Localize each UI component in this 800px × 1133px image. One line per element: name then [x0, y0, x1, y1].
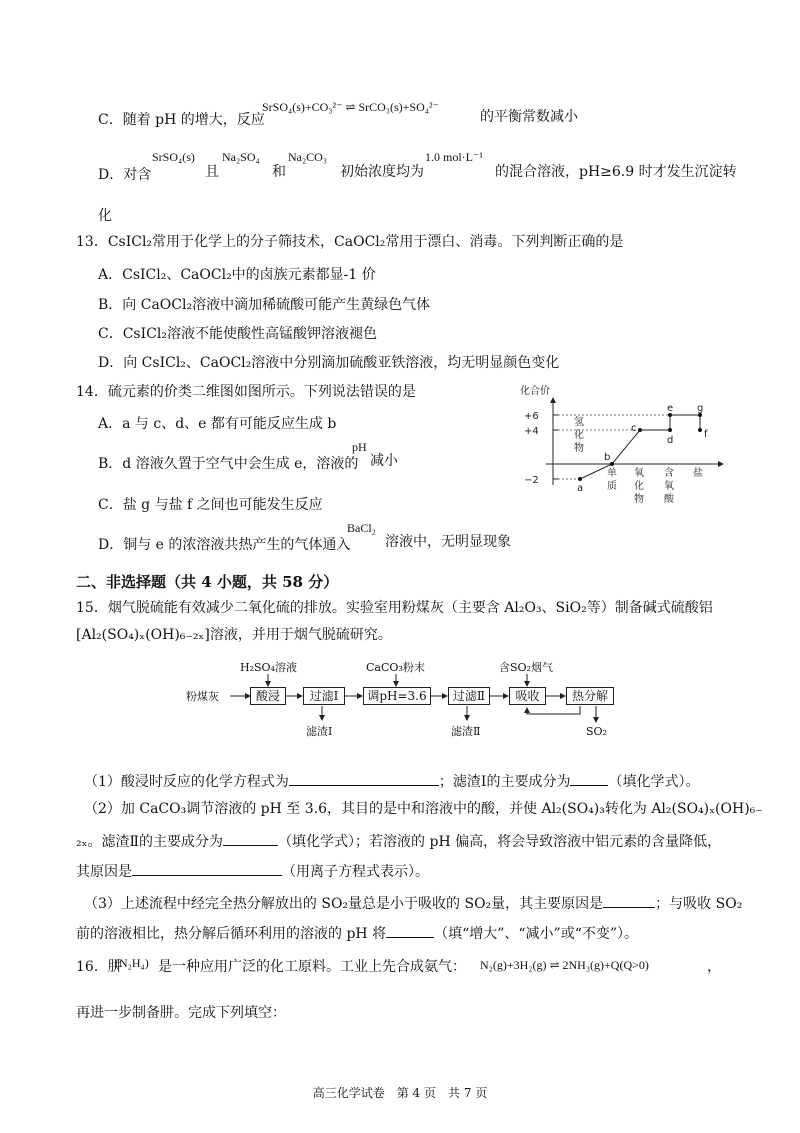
flow-step-filter-2: 过滤Ⅱ: [448, 687, 490, 705]
flow-step-adjust-ph: 调pH=3.6: [363, 687, 431, 705]
label-f: f: [704, 429, 708, 440]
q15-part3-line1: （3）上述流程中经完全热分解放出的 SO₂量总是小于吸收的 SO₂量，其主要原因是 ；与吸收 SO₂: [84, 893, 742, 913]
q15-flowchart: [0, 650, 800, 745]
ytick-plus4: +4: [524, 426, 539, 437]
q16-equation: N₂(g)+3H₂(g) ⇌ 2NH₃(g)+Q(Q>0): [480, 958, 649, 972]
valence-class-chart: [520, 385, 730, 510]
q15-part1: （1）酸浸时反应的化学方程式为 ；滤渣Ⅰ的主要成分为 （填化学式）。: [84, 771, 699, 791]
flow-input-h2so4: H₂SO₄溶液: [240, 661, 297, 674]
q14-option-c: C．盐 g 与盐 f 之间也可能发生反应: [98, 497, 323, 513]
svg-text:氧: 氧: [664, 481, 674, 492]
q12-d-and1: 且: [205, 164, 219, 180]
xcat-hydride: 氢: [574, 417, 584, 428]
q12-c-tail: 的平衡常数减小: [480, 109, 578, 125]
flow-output-so2: SO₂: [586, 725, 607, 738]
xcat-salt: 盐: [693, 468, 703, 479]
q14-option-a: A．a 与 c、d、e 都有可能反应生成 b: [98, 416, 337, 432]
point-d: [668, 428, 672, 432]
flow-start: 粉煤灰: [186, 690, 219, 703]
q12-d-tail: 的混合溶液，pH≥6.9 时才发生沉淀转: [495, 164, 737, 180]
flow-output-residue-2: 滤渣Ⅱ: [451, 725, 481, 738]
flow-output-residue-1: 滤渣Ⅰ: [306, 725, 333, 738]
q14-b-post: 减小: [370, 453, 398, 469]
answer-blank[interactable]: [132, 861, 282, 876]
q15-stem-2: [Al₂(SO₄)ₓ(OH)₆₋₂ₓ]溶液，并用于烟气脱硫研究。: [76, 627, 392, 643]
flow-step-filter-1: 过滤Ⅰ: [303, 687, 345, 705]
q12-d-srso4: SrSO₄(s): [152, 150, 195, 164]
point-b: [610, 462, 614, 466]
q12-d-na2so4: Na₂SO₄: [222, 150, 260, 164]
answer-blank[interactable]: [386, 923, 434, 938]
q12-d-mid: 初始浓度均为: [340, 164, 424, 180]
q14-option-d: D．铜与 e 的浓溶液共热产生的气体通入: [98, 537, 351, 553]
label-b: b: [604, 452, 611, 463]
q13-option-b: B．向 CaOCl₂溶液中滴加稀硫酸可能产生黄绿色气体: [98, 297, 431, 313]
q14-b-ph: pH: [352, 440, 367, 454]
q12-option-d: D．对含: [98, 167, 152, 183]
svg-text:酸: 酸: [664, 494, 674, 505]
ytick-plus6: +6: [524, 411, 539, 422]
xcat-acid: 含: [664, 468, 674, 479]
flow-input-so2-gas: 含SO₂烟气: [499, 661, 553, 674]
svg-text:化: 化: [574, 430, 584, 441]
q12-c-equation: SrSO₄(s)+CO₃²⁻ ⇌ SrCO₃(s)+SO₄²⁻: [262, 100, 439, 114]
q15-part2-line1: （2）加 CaCO₃调节溶液的 pH 至 3.6，其目的是中和溶液中的酸，并使 Al₂(SO₄)₃转化为 Al₂(SO₄)ₓ(OH)₆₋: [84, 801, 763, 817]
q13-stem: 13．CsICl₂常用于化学上的分子筛技术，CaOCl₂常用于漂白、消毒。下列判断正确的是: [76, 234, 624, 250]
q14-stem: 14．硫元素的价类二维图如图所示。下列说法错误的是: [76, 384, 416, 400]
svg-text:物: 物: [634, 494, 644, 505]
page-footer: 高三化学试卷 第 4 页 共 7 页: [312, 1086, 488, 1100]
label-d: d: [667, 435, 674, 446]
svg-text:化: 化: [634, 481, 644, 492]
point-f: [698, 428, 702, 432]
x-axis-arrow-icon: [718, 461, 724, 467]
q16-tail: ，: [707, 959, 721, 975]
q13-option-d: D．向 CsICl₂、CaOCl₂溶液中分别滴加硫酸亚铁溶液，均无明显颜色变化: [98, 355, 560, 371]
label-g: g: [697, 403, 704, 414]
q16-pre: 16．肼: [76, 959, 122, 975]
q14-option-b: B．d 溶液久置于空气中会生成 e，溶液的: [98, 456, 359, 472]
q12-d-and2: 和: [272, 164, 286, 180]
q12-option-c: C．随着 pH 的增大，反应: [98, 112, 265, 128]
q12-d-conc: 1.0 mol·L⁻¹: [425, 150, 483, 164]
label-e: e: [667, 403, 674, 414]
q16-line2: 再进一步制备肼。完成下列填空：: [76, 1005, 286, 1021]
q13-option-c: C．CsICl₂溶液不能使酸性高锰酸钾溶液褪色: [98, 326, 377, 342]
section2-title: 二、非选择题（共 4 小题，共 58 分）: [76, 573, 339, 591]
q15-stem-1: 15．烟气脱硫能有效减少二氧化硫的排放。实验室用粉煤灰（主要含 Al₂O₃、SiO₂等）制备碱式硫酸铝: [76, 600, 713, 616]
q15-part2-line3: 其原因是 （用离子方程式表示）。: [76, 861, 429, 881]
flow-step-absorb: 吸收: [509, 687, 546, 705]
q16-formula: (N₂H₄): [115, 956, 149, 970]
ytick-minus2: −2: [524, 475, 539, 486]
point-c: [638, 428, 642, 432]
label-c: c: [631, 423, 637, 434]
answer-blank[interactable]: [570, 771, 608, 786]
flow-step-acid-leach: 酸浸: [250, 687, 286, 705]
flow-input-caco3: CaCO₃粉末: [366, 661, 425, 674]
point-a: [578, 477, 582, 481]
chart-ylabel: 化合价: [520, 386, 550, 397]
q15-part3-line2: 前的溶液相比，热分解后循环利用的溶液的 pH 将 （填“增大”、“减小”或“不变”）。: [76, 923, 638, 943]
flow-step-decompose: 热分解: [566, 687, 614, 705]
answer-blank[interactable]: [289, 771, 439, 786]
answer-blank[interactable]: [223, 831, 278, 846]
label-a: a: [577, 483, 584, 494]
q13-option-a: A．CsICl₂、CaOCl₂中的卤族元素都显-1 价: [98, 267, 376, 283]
q14-d-post: 溶液中，无明显现象: [385, 534, 511, 550]
q15-part2-line2: ₂ₓ。滤渣Ⅱ的主要成分为 （填化学式）；若溶液的 pH 偏高，将会导致溶液中铝元素的含量降低，: [76, 831, 721, 851]
q12-d-na2co3: Na₂CO₃: [288, 150, 328, 164]
y-axis-arrow-icon: [550, 397, 556, 403]
xcat-element: 单: [607, 468, 617, 479]
answer-blank[interactable]: [603, 893, 655, 908]
xcat-oxide: 氧: [634, 468, 644, 479]
q16-mid: 是一种应用广泛的化工原料。工业上先合成氨气：: [158, 959, 466, 975]
svg-text:物: 物: [574, 443, 584, 454]
svg-text:质: 质: [607, 481, 617, 492]
q12-d-wrap: 化: [98, 208, 112, 224]
q14-d-reagent: BaCl₂: [347, 521, 376, 535]
